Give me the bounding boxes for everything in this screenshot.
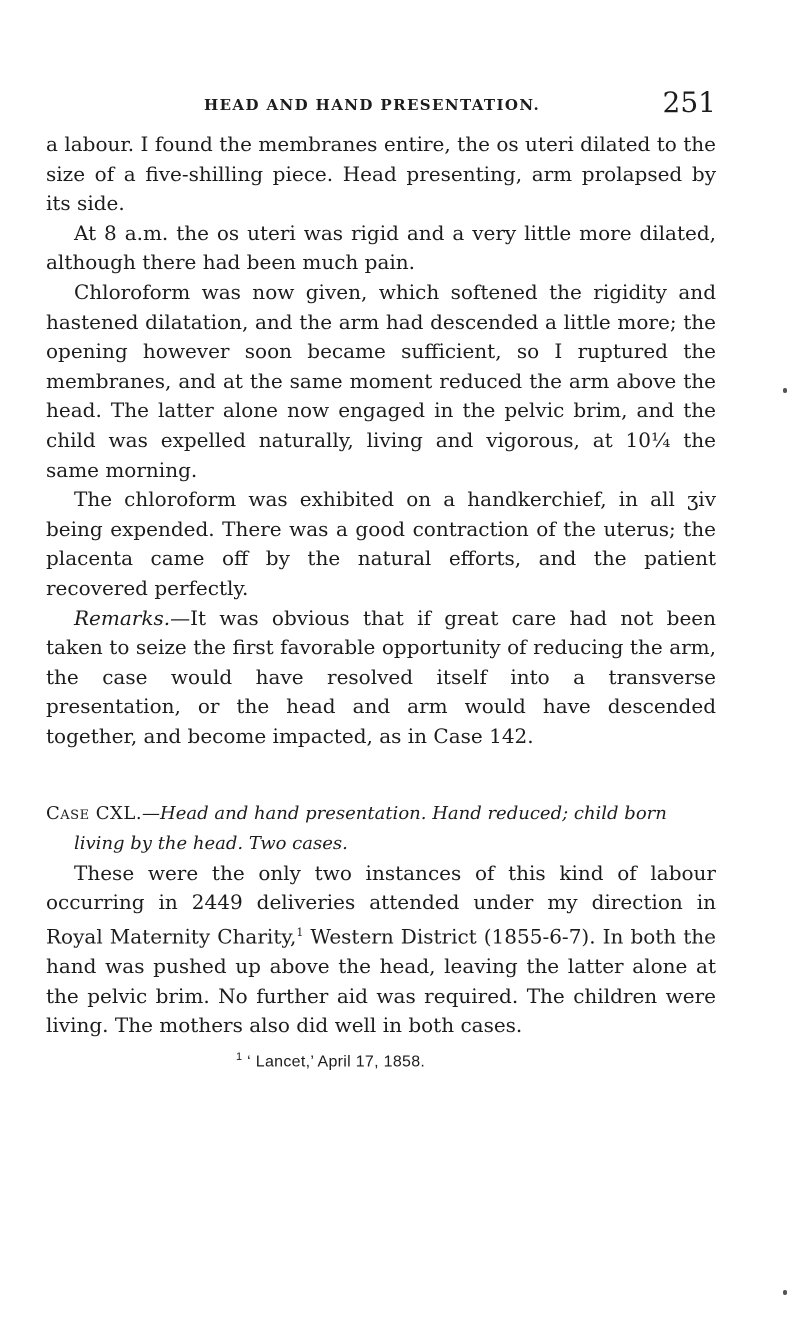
footnote-mark: 1 bbox=[236, 1050, 243, 1063]
footnote bbox=[46, 1051, 716, 1071]
case-title: —Head and hand presentation. Hand reduced; child born living by the head. Two cases. bbox=[74, 803, 667, 855]
case-text-after-ref: Western District (1855-6-7). In both the hand was pushed up above the head, leaving the latter alone at the pelvic brim. No further aid was required. The children were living. The mothers also did well in both cases. bbox=[46, 924, 716, 1038]
book-page bbox=[46, 86, 716, 1071]
paragraph: At 8 a.m. the os uteri was rigid and a very little more dilated, although there had been much pain. bbox=[46, 220, 716, 275]
paragraph: The chloroform was exhibited on a handkerchief, in all ʒiv being expended. There was a good contraction of the uterus; the placenta came off by the natural efforts, and the patient recovered perfectly. bbox=[46, 487, 716, 600]
page-number: 251 bbox=[662, 86, 716, 119]
case-paragraph bbox=[46, 859, 716, 1041]
running-title: HEAD AND HAND PRESENTATION. bbox=[204, 96, 541, 114]
ink-speck bbox=[783, 1290, 787, 1295]
remarks-paragraph bbox=[46, 604, 716, 752]
case-heading bbox=[46, 799, 716, 858]
body-text bbox=[46, 130, 716, 1071]
remarks-label: Remarks. bbox=[74, 605, 171, 630]
footnote-text: ‘ Lancet,’ April 17, 1858. bbox=[242, 1053, 426, 1071]
case-text-before-ref: These were the only two instances of this kind of labour occurring in 2449 deliveries attended under my direction in Royal Maternity Charity, bbox=[46, 860, 716, 949]
paragraph: Chloroform was now given, which softened the rigidity and hastened dilatation, and the arm had descended a little more; the opening however soon became sufficient, so I ruptured the membranes, and at the same moment reduced the arm above the head. The latter alone now engaged in the pelvic brim, and the child was expelled naturally, living and vigorous, at 10¼ the same morning. bbox=[46, 279, 716, 482]
paragraph: a labour. I found the membranes entire, the os uteri dilated to the size of a five-shilling piece. Head presenting, arm prolapsed by its side. bbox=[46, 132, 716, 216]
remarks-text: —It was obvious that if great care had not been taken to seize the first favorable opportunity of reducing the arm, the case would have resolved itself into a transverse presentation, or the head and arm would have descended together, and become impacted, as in Case 142. bbox=[46, 605, 716, 748]
footnote-reference[interactable]: 1 bbox=[296, 925, 304, 939]
case-label: Case CXL. bbox=[46, 803, 143, 825]
ink-speck bbox=[783, 388, 787, 393]
running-head bbox=[46, 86, 716, 130]
